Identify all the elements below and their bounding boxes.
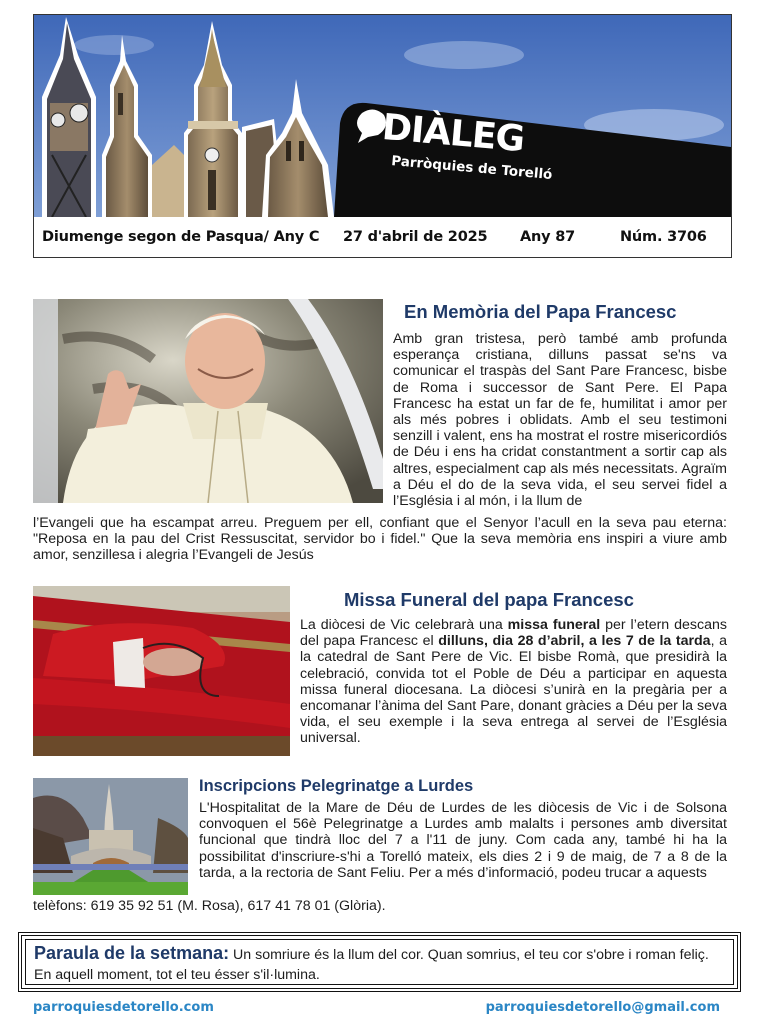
issue-info-row <box>34 217 731 257</box>
article-body-continued: l’Evangeli que ha escampat arreu. Preguem per ell, confiant que el Senyor l’acull en la seva pau eterna: "Reposa en la pau del Crist Ressuscitat, servidor bo i fidel." Que la seva memòria ens inspiri a viure amb amor, senzillesa i alegria l’Evangeli de Jesús <box>33 515 727 564</box>
pope-francis-image <box>33 299 383 503</box>
article-title: En Memòria del Papa Francesc <box>404 301 677 322</box>
issue-number: Núm. 3706 <box>620 229 707 245</box>
article-body: La diòcesi de Vic celebrarà una missa funeral per l’etern descans del papa Francesc el dilluns, dia 28 d’abril, a les 7 de la tarda, a la catedral de Sant Pere de Vic. El bisbe Romà, que presidirà la celebració, convida tot el Poble de Déu a participar en aquesta missa funeral diocesana. La diòcesi s’unirà en la pregària per a encomanar l’ànima del Sant Pare, donant gràcies a Déu per la seva vida, el seu exemple i la seva entrega al servei de l’Església universal. <box>300 617 727 747</box>
liturgical-day: Diumenge segon de Pasqua/ Any C <box>42 229 320 245</box>
emphasis-date-time: dilluns, dia 28 d’abril, a les 7 de la tarda <box>438 633 711 650</box>
masthead <box>33 14 732 258</box>
masthead-banner <box>34 15 731 217</box>
article-body: Amb gran tristesa, però també amb profunda esperança cristiana, dilluns passat se'ns va comunicar el traspàs del Sant Pare Francesc, bisbe de Roma i successor de Sant Pere. El Papa Francesc ha estat un far de fe, humilitat i amor per als més pobres i oblidats. Amb el seu testimoni senzill i valent, ens ha mostrat el rostre misericordiós de Déu i ens ha cridat constantment a sortir cap als altres, especialment cap als més necessitats. Agraïm a Déu el do de la seva vida, el seu servei fidel a l’Església i al món, i la llum de <box>393 331 727 510</box>
lourdes-photo <box>33 778 188 895</box>
article-title: Missa Funeral del papa Francesc <box>344 589 634 610</box>
article-body-wrap <box>300 617 727 747</box>
funeral-image <box>33 586 290 756</box>
article-body-full <box>33 898 727 914</box>
funeral-photo <box>33 586 290 756</box>
article-title: Inscripcions Pelegrinatge a Lurdes <box>199 777 474 795</box>
word-of-the-week-box <box>18 932 741 992</box>
word-of-the-week-label: Paraula de la setmana: <box>34 943 230 963</box>
article-body: L'Hospitalitat de la Mare de Déu de Lurdes de les diòcesis de Vic i de Solsona convoquen el 56è Pelegrinatge a Lurdes amb malalts i persones amb diversitat funcional que tindrà lloc del 7 a l'11 de juny. Com cada any, també hi ha la possibilitat d'inscriure-s'hi a Torelló mateix, els dies 2 i 9 de maig, de 7 a 8 de la tarda, a la rectoria de Sant Feliu. Per a més d’informació, podeu trucar a aquests <box>199 800 727 881</box>
article-body-wrap <box>199 800 727 881</box>
pope-francis-photo <box>33 299 383 503</box>
website-link[interactable]: parroquiesdetorello.com <box>33 1000 214 1015</box>
article-body-full <box>33 515 727 564</box>
publication-year: Any 87 <box>520 229 576 245</box>
lourdes-image <box>33 778 188 895</box>
emphasis-mass: missa funeral <box>507 617 601 633</box>
issue-date: 27 d'abril de 2025 <box>343 229 488 245</box>
email-link[interactable]: parroquiesdetorello@gmail.com <box>485 1000 720 1015</box>
article-body-continued: telèfons: 619 35 92 51 (M. Rosa), 617 41 78 01 (Glòria). <box>33 898 386 914</box>
word-of-the-week-text: Un somriure és la llum del cor. Quan somrius, el teu cor s'obre i roman feliç. En aquell moment, tot el teu ésser s'il·lumina. <box>34 947 709 983</box>
logo-title: DIÀLEG <box>380 107 526 161</box>
logo-subtitle: Parròquies de Torelló <box>390 153 553 184</box>
article-body-wrap <box>393 331 727 509</box>
